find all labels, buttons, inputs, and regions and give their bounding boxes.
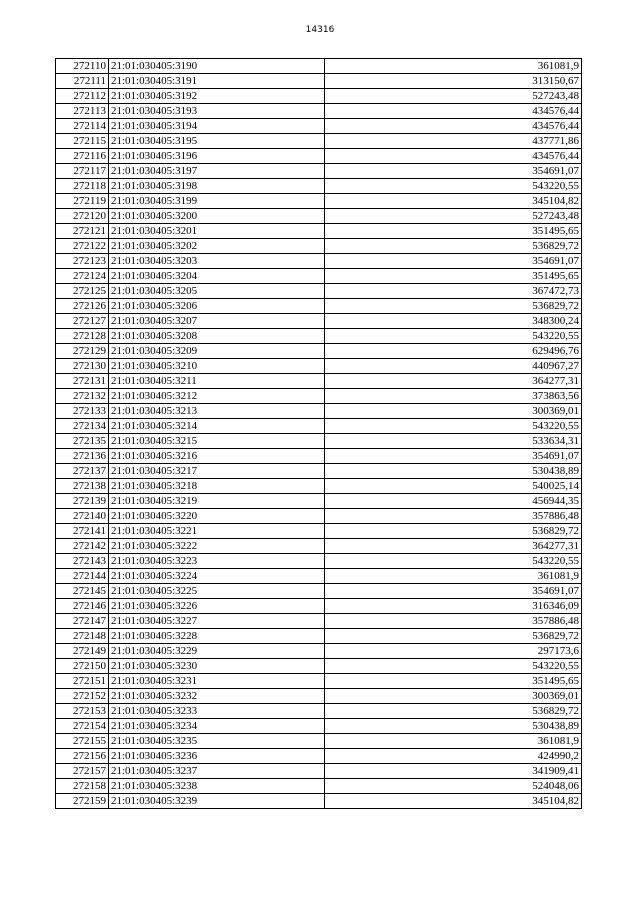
cadastral-number-cell: 21:01:030405:3209 xyxy=(109,344,325,359)
cadastral-number-cell: 21:01:030405:3213 xyxy=(109,404,325,419)
cadastral-number-cell: 21:01:030405:3214 xyxy=(109,419,325,434)
table-row xyxy=(56,434,582,449)
table-row xyxy=(56,194,582,209)
cadastral-number-cell: 21:01:030405:3205 xyxy=(109,284,325,299)
cadastral-value-cell: 530438,89 xyxy=(325,464,582,479)
row-number-cell: 272156 xyxy=(56,749,109,764)
table-row xyxy=(56,314,582,329)
row-number-cell: 272150 xyxy=(56,659,109,674)
cadastre-value-table xyxy=(55,58,582,809)
row-number-cell: 272153 xyxy=(56,704,109,719)
row-number-cell: 272145 xyxy=(56,584,109,599)
cadastral-value-cell: 456944,35 xyxy=(325,494,582,509)
table-row xyxy=(56,644,582,659)
row-number-cell: 272111 xyxy=(56,74,109,89)
cadastral-number-cell: 21:01:030405:3221 xyxy=(109,524,325,539)
cadastral-value-cell: 354691,07 xyxy=(325,254,582,269)
table-row xyxy=(56,74,582,89)
cadastral-number-cell: 21:01:030405:3208 xyxy=(109,329,325,344)
cadastral-value-cell: 300369,01 xyxy=(325,404,582,419)
cadastral-value-cell: 351495,65 xyxy=(325,269,582,284)
row-number-cell: 272140 xyxy=(56,509,109,524)
table-row xyxy=(56,224,582,239)
cadastral-value-cell: 354691,07 xyxy=(325,584,582,599)
cadastral-number-cell: 21:01:030405:3235 xyxy=(109,734,325,749)
cadastral-value-cell: 300369,01 xyxy=(325,689,582,704)
page-number: 14316 xyxy=(305,25,335,35)
cadastral-value-cell: 361081,9 xyxy=(325,569,582,584)
cadastral-value-cell: 351495,65 xyxy=(325,224,582,239)
table-row xyxy=(56,554,582,569)
table-row xyxy=(56,539,582,554)
cadastral-value-cell: 434576,44 xyxy=(325,104,582,119)
cadastral-number-cell: 21:01:030405:3193 xyxy=(109,104,325,119)
table-row xyxy=(56,164,582,179)
cadastral-value-cell: 524048,06 xyxy=(325,779,582,794)
cadastral-number-cell: 21:01:030405:3222 xyxy=(109,539,325,554)
cadastral-value-cell: 354691,07 xyxy=(325,164,582,179)
cadastral-value-cell: 367472,73 xyxy=(325,284,582,299)
table-row xyxy=(56,794,582,809)
table-row xyxy=(56,374,582,389)
cadastral-number-cell: 21:01:030405:3234 xyxy=(109,719,325,734)
table-row xyxy=(56,254,582,269)
row-number-cell: 272122 xyxy=(56,239,109,254)
row-number-cell: 272154 xyxy=(56,719,109,734)
cadastral-number-cell: 21:01:030405:3197 xyxy=(109,164,325,179)
table-row xyxy=(56,239,582,254)
table-row xyxy=(56,119,582,134)
row-number-cell: 272115 xyxy=(56,134,109,149)
row-number-cell: 272132 xyxy=(56,389,109,404)
table-row xyxy=(56,599,582,614)
cadastral-value-cell: 536829,72 xyxy=(325,299,582,314)
cadastral-number-cell: 21:01:030405:3223 xyxy=(109,554,325,569)
row-number-cell: 272128 xyxy=(56,329,109,344)
cadastral-value-cell: 434576,44 xyxy=(325,119,582,134)
cadastral-number-cell: 21:01:030405:3210 xyxy=(109,359,325,374)
row-number-cell: 272137 xyxy=(56,464,109,479)
row-number-cell: 272131 xyxy=(56,374,109,389)
table-row xyxy=(56,344,582,359)
cadastral-value-cell: 536829,72 xyxy=(325,629,582,644)
cadastral-value-cell: 361081,9 xyxy=(325,734,582,749)
table-row xyxy=(56,464,582,479)
cadastral-value-cell: 341909,41 xyxy=(325,764,582,779)
row-number-cell: 272117 xyxy=(56,164,109,179)
cadastral-number-cell: 21:01:030405:3216 xyxy=(109,449,325,464)
cadastral-number-cell: 21:01:030405:3231 xyxy=(109,674,325,689)
row-number-cell: 272144 xyxy=(56,569,109,584)
cadastral-number-cell: 21:01:030405:3207 xyxy=(109,314,325,329)
table-row xyxy=(56,449,582,464)
table-row xyxy=(56,179,582,194)
row-number-cell: 272110 xyxy=(56,59,109,74)
row-number-cell: 272138 xyxy=(56,479,109,494)
cadastral-number-cell: 21:01:030405:3225 xyxy=(109,584,325,599)
table-row xyxy=(56,299,582,314)
cadastral-number-cell: 21:01:030405:3200 xyxy=(109,209,325,224)
table-row xyxy=(56,404,582,419)
table-row xyxy=(56,89,582,104)
cadastral-value-cell: 536829,72 xyxy=(325,239,582,254)
table-row xyxy=(56,719,582,734)
row-number-cell: 272125 xyxy=(56,284,109,299)
row-number-cell: 272147 xyxy=(56,614,109,629)
row-number-cell: 272121 xyxy=(56,224,109,239)
cadastral-number-cell: 21:01:030405:3239 xyxy=(109,794,325,809)
table-row xyxy=(56,494,582,509)
row-number-cell: 272112 xyxy=(56,89,109,104)
row-number-cell: 272146 xyxy=(56,599,109,614)
table-row xyxy=(56,149,582,164)
row-number-cell: 272141 xyxy=(56,524,109,539)
cadastral-number-cell: 21:01:030405:3236 xyxy=(109,749,325,764)
table-row xyxy=(56,509,582,524)
cadastral-value-cell: 437771,86 xyxy=(325,134,582,149)
row-number-cell: 272134 xyxy=(56,419,109,434)
table-row xyxy=(56,584,582,599)
table-row xyxy=(56,209,582,224)
cadastral-value-cell: 434576,44 xyxy=(325,149,582,164)
cadastral-number-cell: 21:01:030405:3237 xyxy=(109,764,325,779)
row-number-cell: 272136 xyxy=(56,449,109,464)
row-number-cell: 272149 xyxy=(56,644,109,659)
table-row xyxy=(56,614,582,629)
cadastral-number-cell: 21:01:030405:3206 xyxy=(109,299,325,314)
cadastral-value-cell: 543220,55 xyxy=(325,419,582,434)
cadastral-number-cell: 21:01:030405:3238 xyxy=(109,779,325,794)
cadastral-value-cell: 440967,27 xyxy=(325,359,582,374)
row-number-cell: 272139 xyxy=(56,494,109,509)
row-number-cell: 272159 xyxy=(56,794,109,809)
table-row xyxy=(56,629,582,644)
table-row xyxy=(56,284,582,299)
row-number-cell: 272142 xyxy=(56,539,109,554)
cadastral-value-cell: 536829,72 xyxy=(325,704,582,719)
row-number-cell: 272126 xyxy=(56,299,109,314)
table-row xyxy=(56,329,582,344)
cadastral-value-cell: 543220,55 xyxy=(325,659,582,674)
cadastral-value-cell: 364277,31 xyxy=(325,374,582,389)
cadastral-number-cell: 21:01:030405:3230 xyxy=(109,659,325,674)
cadastral-number-cell: 21:01:030405:3220 xyxy=(109,509,325,524)
row-number-cell: 272114 xyxy=(56,119,109,134)
table-row xyxy=(56,134,582,149)
cadastral-value-cell: 629496,76 xyxy=(325,344,582,359)
cadastral-value-cell: 348300,24 xyxy=(325,314,582,329)
row-number-cell: 272113 xyxy=(56,104,109,119)
cadastral-value-cell: 313150,67 xyxy=(325,74,582,89)
cadastral-number-cell: 21:01:030405:3204 xyxy=(109,269,325,284)
cadastral-number-cell: 21:01:030405:3211 xyxy=(109,374,325,389)
cadastral-number-cell: 21:01:030405:3212 xyxy=(109,389,325,404)
cadastral-value-cell: 354691,07 xyxy=(325,449,582,464)
table-row xyxy=(56,479,582,494)
table-row xyxy=(56,659,582,674)
cadastral-number-cell: 21:01:030405:3195 xyxy=(109,134,325,149)
row-number-cell: 272133 xyxy=(56,404,109,419)
table-row xyxy=(56,569,582,584)
row-number-cell: 272130 xyxy=(56,359,109,374)
table-body xyxy=(56,59,582,809)
cadastral-number-cell: 21:01:030405:3233 xyxy=(109,704,325,719)
cadastral-number-cell: 21:01:030405:3191 xyxy=(109,74,325,89)
cadastral-value-cell: 530438,89 xyxy=(325,719,582,734)
table-row xyxy=(56,704,582,719)
row-number-cell: 272157 xyxy=(56,764,109,779)
row-number-cell: 272118 xyxy=(56,179,109,194)
table-row xyxy=(56,524,582,539)
row-number-cell: 272129 xyxy=(56,344,109,359)
row-number-cell: 272124 xyxy=(56,269,109,284)
row-number-cell: 272155 xyxy=(56,734,109,749)
table-row xyxy=(56,389,582,404)
cadastral-value-cell: 361081,9 xyxy=(325,59,582,74)
cadastral-number-cell: 21:01:030405:3218 xyxy=(109,479,325,494)
cadastral-value-cell: 540025,14 xyxy=(325,479,582,494)
cadastral-value-cell: 527243,48 xyxy=(325,89,582,104)
cadastral-value-cell: 345104,82 xyxy=(325,794,582,809)
table-row xyxy=(56,419,582,434)
cadastral-number-cell: 21:01:030405:3199 xyxy=(109,194,325,209)
row-number-cell: 272120 xyxy=(56,209,109,224)
row-number-cell: 272158 xyxy=(56,779,109,794)
table-row xyxy=(56,734,582,749)
table-row xyxy=(56,104,582,119)
cadastral-value-cell: 543220,55 xyxy=(325,179,582,194)
cadastral-number-cell: 21:01:030405:3194 xyxy=(109,119,325,134)
cadastral-value-cell: 297173,6 xyxy=(325,644,582,659)
cadastral-value-cell: 527243,48 xyxy=(325,209,582,224)
cadastral-number-cell: 21:01:030405:3228 xyxy=(109,629,325,644)
table-row xyxy=(56,764,582,779)
cadastral-number-cell: 21:01:030405:3219 xyxy=(109,494,325,509)
row-number-cell: 272152 xyxy=(56,689,109,704)
row-number-cell: 272119 xyxy=(56,194,109,209)
cadastral-value-cell: 543220,55 xyxy=(325,329,582,344)
cadastral-value-cell: 536829,72 xyxy=(325,524,582,539)
row-number-cell: 272135 xyxy=(56,434,109,449)
table-row xyxy=(56,59,582,74)
table-row xyxy=(56,779,582,794)
table-row xyxy=(56,359,582,374)
cadastral-number-cell: 21:01:030405:3202 xyxy=(109,239,325,254)
cadastral-value-cell: 543220,55 xyxy=(325,554,582,569)
cadastral-value-cell: 316346,09 xyxy=(325,599,582,614)
cadastral-value-cell: 351495,65 xyxy=(325,674,582,689)
cadastral-number-cell: 21:01:030405:3229 xyxy=(109,644,325,659)
cadastral-number-cell: 21:01:030405:3201 xyxy=(109,224,325,239)
row-number-cell: 272148 xyxy=(56,629,109,644)
table-row xyxy=(56,749,582,764)
cadastral-number-cell: 21:01:030405:3203 xyxy=(109,254,325,269)
cadastral-value-cell: 345104,82 xyxy=(325,194,582,209)
cadastral-value-cell: 373863,56 xyxy=(325,389,582,404)
cadastral-number-cell: 21:01:030405:3190 xyxy=(109,59,325,74)
row-number-cell: 272127 xyxy=(56,314,109,329)
row-number-cell: 272123 xyxy=(56,254,109,269)
cadastral-number-cell: 21:01:030405:3224 xyxy=(109,569,325,584)
cadastral-number-cell: 21:01:030405:3226 xyxy=(109,599,325,614)
cadastral-value-cell: 364277,31 xyxy=(325,539,582,554)
cadastral-value-cell: 357886,48 xyxy=(325,509,582,524)
table-row xyxy=(56,269,582,284)
cadastral-number-cell: 21:01:030405:3232 xyxy=(109,689,325,704)
table-row xyxy=(56,689,582,704)
cadastral-number-cell: 21:01:030405:3192 xyxy=(109,89,325,104)
cadastral-number-cell: 21:01:030405:3198 xyxy=(109,179,325,194)
cadastral-value-cell: 357886,48 xyxy=(325,614,582,629)
cadastral-number-cell: 21:01:030405:3227 xyxy=(109,614,325,629)
row-number-cell: 272116 xyxy=(56,149,109,164)
row-number-cell: 272143 xyxy=(56,554,109,569)
cadastral-number-cell: 21:01:030405:3215 xyxy=(109,434,325,449)
row-number-cell: 272151 xyxy=(56,674,109,689)
cadastral-value-cell: 533634,31 xyxy=(325,434,582,449)
cadastral-value-cell: 424990,2 xyxy=(325,749,582,764)
table-row xyxy=(56,674,582,689)
cadastral-number-cell: 21:01:030405:3217 xyxy=(109,464,325,479)
cadastral-number-cell: 21:01:030405:3196 xyxy=(109,149,325,164)
